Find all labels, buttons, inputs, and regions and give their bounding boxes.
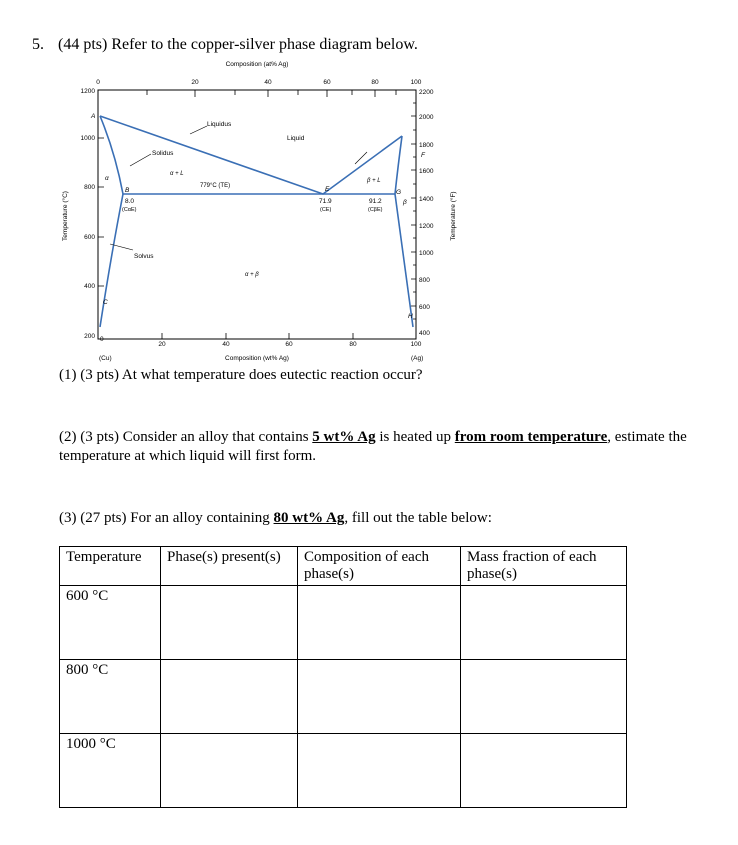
top-tick-20: 20 xyxy=(191,79,199,86)
header-temperature: Temperature xyxy=(60,547,161,586)
top-axis-ticks xyxy=(96,79,422,97)
svg-text:400: 400 xyxy=(419,330,430,337)
svg-text:1600: 1600 xyxy=(419,168,434,175)
svg-text:1000: 1000 xyxy=(80,135,95,142)
svg-text:1400: 1400 xyxy=(419,196,434,203)
top-tick-80: 80 xyxy=(371,79,379,86)
part2-question: (2) (3 pts) Consider an alloy that contains 5 wt% Ag is heated up from room temperature, estimate the temperature at which liquid will first form. xyxy=(59,429,687,464)
svg-text:1200: 1200 xyxy=(80,88,95,95)
svg-text:2200: 2200 xyxy=(419,89,434,96)
b-composition-sub: (CαE) xyxy=(122,207,137,213)
row-temperature: 1000 °C xyxy=(60,734,161,808)
answer-cell-mass-fraction[interactable] xyxy=(461,660,627,734)
liquid-label: Liquid xyxy=(287,135,305,142)
left-axis-ticks xyxy=(81,88,104,340)
header-mass-fraction: Mass fraction of each phase(s) xyxy=(461,547,627,586)
solvus-label: Solvus xyxy=(134,253,154,260)
header-composition: Composition of each phase(s) xyxy=(298,547,461,586)
alpha-solvus-line xyxy=(100,194,123,327)
table-row xyxy=(60,734,627,808)
svg-text:1800: 1800 xyxy=(419,142,434,149)
alpha-solidus-line xyxy=(100,116,123,194)
e-composition-sub: (CE) xyxy=(320,207,332,213)
e-composition: 71.9 xyxy=(319,198,332,205)
row-temperature: 600 °C xyxy=(60,586,161,660)
top-tick-0: 0 xyxy=(96,79,100,86)
left-axis-title: Temperature (°C) xyxy=(62,191,69,241)
svg-text:100: 100 xyxy=(410,341,422,348)
table-row xyxy=(60,586,627,660)
answer-cell-phases[interactable] xyxy=(161,660,298,734)
cu-label: (Cu) xyxy=(99,355,112,362)
svg-text:20: 20 xyxy=(158,341,166,348)
answer-table xyxy=(59,546,627,808)
svg-text:600: 600 xyxy=(84,234,95,241)
point-c: C xyxy=(103,299,108,306)
svg-text:80: 80 xyxy=(349,341,357,348)
answer-cell-composition[interactable] xyxy=(298,586,461,660)
alpha-liquid-label: α + L xyxy=(170,171,184,177)
svg-text:1000: 1000 xyxy=(419,250,434,257)
part3-composition: 80 wt% Ag xyxy=(273,510,345,526)
svg-text:800: 800 xyxy=(84,184,95,191)
svg-text:1200: 1200 xyxy=(419,223,434,230)
point-g: G xyxy=(396,189,402,196)
b-composition: 8.0 xyxy=(125,198,135,205)
g-composition: 91.2 xyxy=(369,198,382,205)
bottom-axis-title: Composition (wt% Ag) xyxy=(225,355,289,362)
svg-text:2000: 2000 xyxy=(419,114,434,121)
beta-solidus-line xyxy=(395,136,402,194)
liquidus-line xyxy=(100,116,402,194)
answer-cell-phases[interactable] xyxy=(161,734,298,808)
answer-cell-composition[interactable] xyxy=(298,734,461,808)
top-tick-100: 100 xyxy=(410,79,422,86)
part2-start-condition: from room temperature xyxy=(454,429,608,445)
table-row xyxy=(60,660,627,734)
part3-question: (3) (27 pts) For an alloy containing 80 wt% Ag, fill out the table below: xyxy=(59,510,492,526)
part2-composition: 5 wt% Ag xyxy=(312,429,376,445)
solidus-label: Solidus xyxy=(152,150,174,157)
svg-text:200: 200 xyxy=(84,333,95,340)
plot-frame xyxy=(98,90,416,339)
point-b: B xyxy=(125,187,130,194)
point-e: E xyxy=(325,186,330,193)
phase-boundaries xyxy=(100,116,413,327)
row-temperature: 800 °C xyxy=(60,660,161,734)
liquidus-label: Liquidus xyxy=(207,121,232,128)
answer-cell-mass-fraction[interactable] xyxy=(461,734,627,808)
point-h: H xyxy=(408,313,413,320)
beta-liquid-label: β + L xyxy=(367,178,381,184)
beta-solvus-line xyxy=(395,194,413,327)
top-tick-40: 40 xyxy=(264,79,272,86)
header-phases: Phase(s) present(s) xyxy=(161,547,298,586)
ag-label: (Ag) xyxy=(411,355,424,362)
svg-text:60: 60 xyxy=(285,341,293,348)
phase-diagram xyxy=(55,56,465,368)
question-number: 5. xyxy=(32,36,44,53)
g-composition-sub: (CβE) xyxy=(368,207,383,213)
top-axis-title: Composition (at% Ag) xyxy=(225,61,289,68)
svg-text:800: 800 xyxy=(419,277,430,284)
answer-cell-composition[interactable] xyxy=(298,660,461,734)
svg-text:600: 600 xyxy=(419,304,430,311)
alpha-beta-label: α + β xyxy=(245,272,259,278)
question-title xyxy=(32,36,418,54)
question-heading: (44 pts) Refer to the copper-silver phase diagram below. xyxy=(58,36,418,53)
right-axis-ticks xyxy=(411,89,434,337)
part1-question: (1) (3 pts) At what temperature does eutectic reaction occur? xyxy=(59,367,423,383)
answer-cell-phases[interactable] xyxy=(161,586,298,660)
answer-cell-mass-fraction[interactable] xyxy=(461,586,627,660)
svg-text:40: 40 xyxy=(222,341,230,348)
eutectic-temp-label: 779°C (TE) xyxy=(200,183,231,189)
svg-text:400: 400 xyxy=(84,283,95,290)
right-axis-title: Temperature (°F) xyxy=(450,191,457,241)
alpha-label: α xyxy=(105,175,109,182)
table-header-row xyxy=(60,547,627,586)
point-f: F xyxy=(421,152,425,159)
beta-label: β xyxy=(403,199,407,206)
bottom-axis-ticks xyxy=(100,333,422,348)
top-tick-60: 60 xyxy=(323,79,331,86)
point-a: A xyxy=(91,113,96,120)
svg-text:0: 0 xyxy=(100,336,104,343)
